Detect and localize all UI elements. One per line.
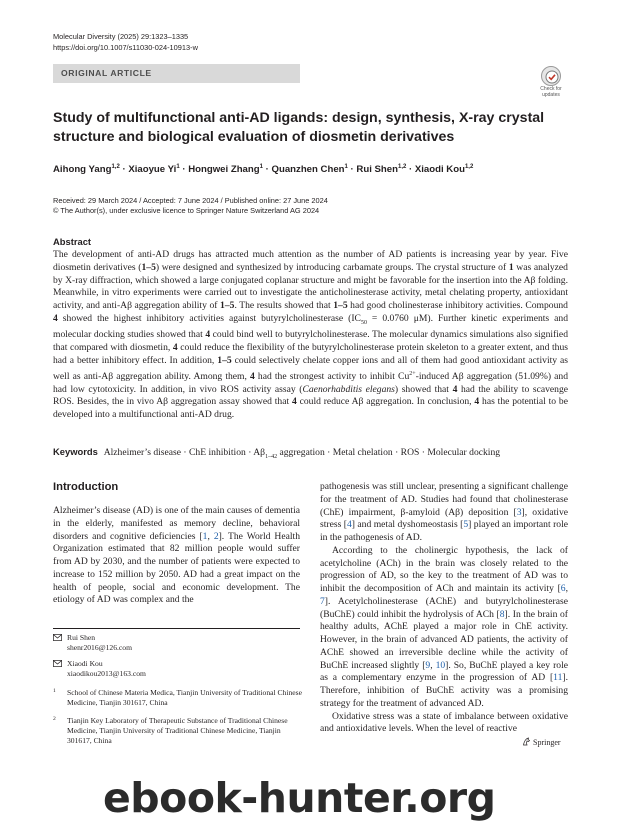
watermark-text: ebook-hunter.org [103, 774, 496, 822]
introduction-left-column: Alzheimer’s disease (AD) is one of the main causes of dementia in the elderly, manifested as memory decline, behavioral disorders and cognitive deficiencies [1, 2]. The World Health Organization estimated that 82 million people would suffer from AD by 2030, and the number of patients were expected to increase to 152 million by 2050. AD had a great impact on the health of people, social and economic development. The etiology of AD was complex and the [53, 505, 301, 606]
introduction-heading: Introduction [53, 481, 119, 493]
journal-citation: Molecular Diversity (2025) 29:1323–1335 [53, 32, 189, 41]
abstract-body: The development of anti-AD drugs has attracted much attention as the number of AD patients is increasing year by year. Five diosmetin derivatives (1–5) were designed and synthesized by introducing carbamate groups. The crystal structure of 1 was analyzed by X-ray diffraction, which showed a large conjugated coplanar structure and might be favorable for the insertion into the Aβ folding. Meanwhile, in vitro experiments were carried out to investigate the anticholinesterase activity, metal chelating property, antioxidant activity, and anti-Aβ aggregation ability of 1–5. The results showed that 1–5 had good cholinesterase inhibitory activities. Compound 4 showed the highest inhibitory activities against butyrylcholinesterase ($IC_{50} = 0.0760$ μM). Further kinetic experiments and molecular docking studies showed that 4 could bind well to butyrylcholinesterase. The molecular dynamics simulations also signified that compared with diosmetin, 4 could reduce the flexibility of the butyrylcholinesterase protein skeleton to a greater extent, and thus had a better inhibitory effect. In addition, 1–5 could selectively chelate copper ions and all of them had good antioxidant activity as well as anti-Aβ aggregation ability. Among them, 4 had the strongest activity to inhibit $Cu^{2+}$-induced Aβ aggregation (51.09%) and had low cytotoxicity. In addition, in vivo ROS activity assay (Caenorhabditis elegans) showed that 4 had the ability to scavenge ROS. Besides, the in vivo Aβ aggregation assay showed that 4 could reduce Aβ aggregation. In conclusion, 4 has the potential to be developed into a multifunctional anti-AD drug. [53, 249, 569, 421]
affiliation-number: 2 [53, 716, 56, 722]
publisher-logo [522, 737, 561, 747]
article-type-banner [53, 64, 300, 83]
article-type-label: ORIGINAL ARTICLE [61, 68, 152, 78]
check-updates-text: Check for updates [540, 86, 562, 98]
publication-dates: Received: 29 March 2024 / Accepted: 7 June 2024 / Published online: 27 June 2024 [53, 196, 328, 205]
footnote-divider [53, 628, 300, 629]
copyright-notice: © The Author(s), under exclusive licence to Springer Nature Switzerland AG 2024 [53, 206, 320, 215]
intro-paragraph: According to the cholinergic hypothesis, the lack of acetylcholine (ACh) in the brain was closely related to the progression of AD, so the key to the treatment of AD was to inhibit the decomposition of ACh and maintain its activity [6, 7]. Acetylcholinesterase (AChE) and butyrylcholinesterase (BuChE) could inhibit the hydrolysis of ACh [8]. In the brain of healthy adults, AChE played a major role in ChE activity. However, in the brain of advanced AD patients, the activity of AChE showed an irreversible decline while the activity of BuChE increased slightly [9, 10]. So, BuChE played a key role as a complementary enzyme in the progression of AD [11]. Therefore, inhibition of BuChE activity was a promising strategy for the treatment of advanced AD. [320, 544, 568, 709]
contact-name: Rui Shen [67, 633, 96, 642]
author-name[interactable]: Aihong Yang$^{1,2}$ [53, 164, 120, 176]
envelope-icon [53, 634, 62, 641]
keywords-text: Alzheimer’s disease · ChE inhibition · $A\beta_{1-42}$ aggregation · Metal chelation · ROS · Molecular docking [103, 447, 501, 460]
contact-email[interactable]: shenr2016@126.com [67, 643, 132, 652]
check-for-updates-badge[interactable] [535, 66, 567, 99]
abstract-heading: Abstract [53, 236, 92, 247]
author-name[interactable]: Xiaodi Kou$^{1,2}$ [414, 164, 474, 176]
author-name[interactable]: Hongwei Zhang$^1$ [188, 164, 263, 176]
contact-email[interactable]: xiaodikou2013@163.com [67, 669, 146, 678]
keywords-line [53, 446, 568, 460]
intro-paragraph: pathogenesis was still unclear, presenting a significant challenge for the treatment of AD. Studies had found that cholinesterase (ChE) impairment, β-amyloid (Aβ) deposition [3], oxidative stress [4] and metal dyshomeostasis [5] played an important role in the pathogenesis of AD. [320, 481, 568, 543]
springer-horse-icon [522, 737, 531, 746]
author-list: Aihong Yang$^{1,2}$ · Xiaoyue $Yi^1$ · Hongwei Zhang$^1$ · Quanzhen Chen$^1$ · Rui Shen$^{1,2}$ · Xiaodi Kou$^{1,2}$ [53, 164, 474, 176]
doi-link[interactable]: https://doi.org/10.1007/s11030-024-10913-w [53, 43, 198, 52]
check-updates-icon [541, 66, 561, 86]
author-name[interactable]: Rui Shen$^{1,2}$ [356, 164, 407, 176]
article-title: Study of multifunctional anti-AD ligands: design, synthesis, X-ray crystal structure and biological evaluation of diosmetin derivatives [53, 110, 545, 145]
affiliation-text: Tianjin Key Laboratory of Therapeutic Substance of Traditional Chinese Medicine, Tianjin University of Traditional Chinese Medicine, Tianjin 301617, China [67, 716, 288, 745]
affiliation-text: School of Chinese Materia Medica, Tianjin University of Traditional Chinese Medicine, Tianjin 301617, China [67, 688, 302, 707]
affiliation-number: 1 [53, 688, 56, 694]
introduction-right-column [320, 481, 568, 736]
envelope-icon [53, 660, 62, 667]
author-name[interactable]: Xiaoyue Yi$^1$ [128, 164, 180, 176]
keywords-label: Keywords [53, 446, 98, 457]
publisher-name: Springer [533, 738, 561, 747]
contact-name: Xiaodi Kou [67, 659, 103, 668]
intro-paragraph: Oxidative stress was a state of imbalance between oxidative and antioxidative levels. When the level of reactive [320, 710, 568, 735]
author-name[interactable]: Quanzhen Chen$^1$ [271, 164, 348, 176]
